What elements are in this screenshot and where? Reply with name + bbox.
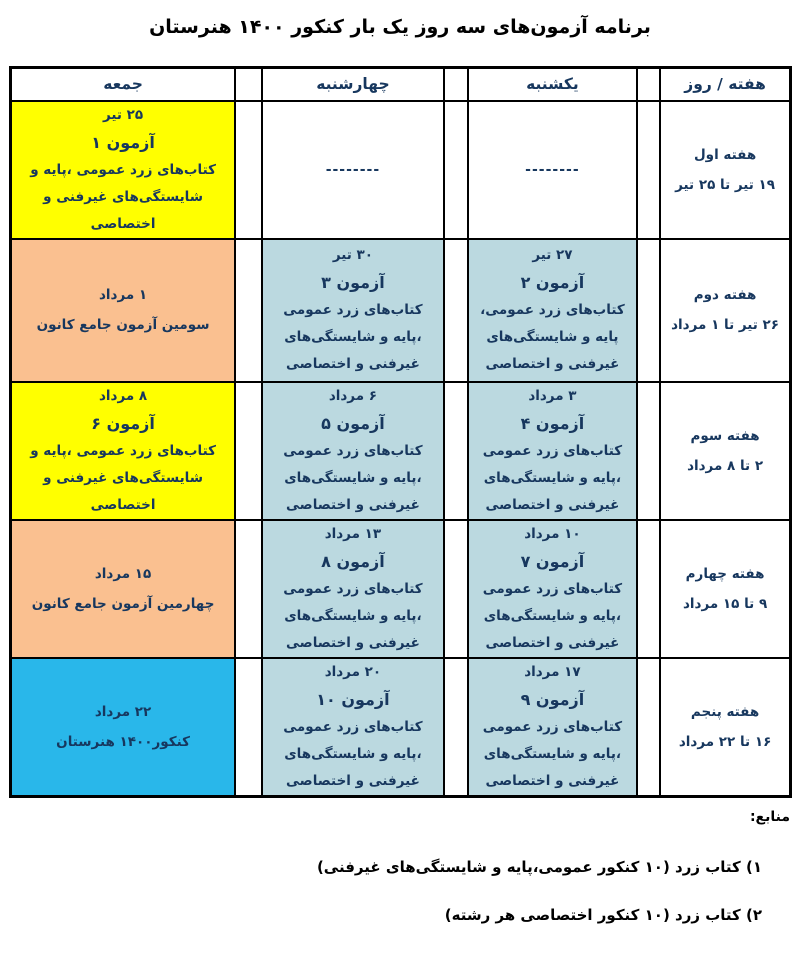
week4-friday-cell: [11, 520, 236, 658]
spacer-cell: [444, 101, 468, 239]
exam-date: ۳۰ تیر: [332, 247, 374, 263]
week2-wednesday-cell: [262, 239, 443, 382]
source-item-1: ۱) کتاب زرد (۱۰ کنکور عمومی،پایه و شایستگی‌های غیرفنی): [316, 858, 762, 876]
exam-desc: کتاب‌های زرد عمومی ،پایه و شایستگی‌های غیرفنی و اختصاصی: [30, 442, 216, 513]
week2-row: [11, 239, 791, 382]
exam-date: ۳ مرداد: [528, 387, 577, 404]
spacer-cell: [637, 101, 660, 239]
exam-desc: کتاب‌های زرد عمومی ،پایه و شایستگی‌های غیرفنی و اختصاصی: [482, 442, 623, 513]
week5-row: [11, 658, 791, 797]
week-range: ۲ تا ۸ مرداد: [687, 457, 764, 474]
no-exam-placeholder: --------: [525, 161, 580, 178]
spacer-cell: [637, 239, 660, 382]
exam-date: ۱ مرداد: [98, 287, 148, 303]
exam-title: آزمون ۱۰: [316, 689, 390, 709]
header-spacer: [235, 68, 262, 101]
week3-row: [11, 382, 791, 520]
exam-date: ۱۷ مرداد: [524, 663, 581, 680]
exam-name: کنکور۱۴۰۰ هنرستان: [56, 733, 190, 750]
exam-date: ۱۰ مرداد: [524, 525, 581, 542]
week4-label-cell: [660, 520, 790, 658]
week2-friday-cell: [11, 239, 236, 382]
exam-date: ۲۲ مرداد: [94, 703, 152, 720]
exam-title: آزمون ۵: [321, 413, 385, 433]
exam-date: ۲۷ تیر: [532, 247, 573, 263]
no-exam-placeholder: --------: [325, 161, 381, 178]
spacer-cell: [235, 101, 262, 239]
exam-date: ۱۵ مرداد: [94, 565, 152, 582]
exam-title: آزمون ۹: [520, 689, 585, 709]
header-sunday: یکشنبه: [468, 68, 637, 101]
week4-sunday-cell: [468, 520, 637, 658]
week3-sunday-cell: [468, 382, 637, 520]
week1-friday-cell: [11, 101, 236, 239]
header-spacer: [637, 68, 660, 101]
week1-row: [11, 101, 791, 239]
week2-label-cell: [660, 239, 790, 382]
exam-title: آزمون ۳: [321, 273, 385, 292]
spacer-cell: [235, 520, 262, 658]
week2-sunday-cell: [468, 239, 637, 382]
exam-desc: کتاب‌های زرد عمومی ،پایه و شایستگی‌های غیرفنی و اختصاصی: [283, 302, 423, 372]
week-label: هفته دوم: [693, 287, 757, 303]
week4-row: [11, 520, 791, 658]
exam-desc: کتاب‌های زرد عمومی ،پایه و شایستگی‌های غیرفنی و اختصاصی: [283, 718, 423, 789]
week5-label-cell: [660, 658, 790, 797]
week1-label-cell: [660, 101, 790, 239]
exam-desc: کتاب‌های زرد عمومی ،پایه و شایستگی‌های غیرفنی و اختصاصی: [283, 580, 423, 651]
spacer-cell: [235, 239, 262, 382]
exam-title: آزمون ۲: [520, 273, 585, 292]
exam-date: ۲۰ مرداد: [324, 663, 382, 680]
exam-title: آزمون ۷: [520, 551, 585, 571]
week5-wednesday-cell: [262, 658, 443, 797]
header-wednesday: چهارشنبه: [262, 68, 443, 101]
week-label: هفته سوم: [690, 427, 760, 444]
week3-wednesday-cell: [262, 382, 443, 520]
sources-label: منابع:: [749, 809, 790, 825]
exam-date: ۶ مرداد: [328, 387, 378, 404]
spacer-cell: [637, 382, 660, 520]
spacer-cell: [637, 520, 660, 658]
week-range: ۲۶ تیر تا ۱ مرداد: [671, 317, 780, 333]
week1-sunday-cell: [468, 101, 637, 239]
exam-title: آزمون ۴: [520, 413, 585, 433]
header-row: [11, 68, 791, 101]
page-title: برنامه آزمون‌های سه روز یک بار کنکور ۱۴۰۰ هنرستان: [149, 16, 651, 38]
spacer-cell: [235, 382, 262, 520]
week-range: ۹ تا ۱۵ مرداد: [682, 595, 768, 612]
exam-name: چهارمین آزمون جامع کانون: [31, 595, 215, 612]
exam-desc: کتاب‌های زرد عمومی، پایه و شایستگی‌های غیرفنی و اختصاصی: [480, 302, 625, 372]
exam-desc: کتاب‌های زرد عمومی ،پایه و شایستگی‌های غیرفنی و اختصاصی: [482, 580, 623, 651]
week5-sunday-cell: [468, 658, 637, 797]
week5-friday-cell: [11, 658, 236, 797]
week-label: هفته پنجم: [690, 703, 760, 720]
spacer-cell: [637, 658, 660, 797]
exam-name: سومین آزمون جامع کانون: [36, 317, 210, 333]
header-friday: جمعه: [11, 68, 236, 101]
exam-title: آزمون ۶: [91, 413, 155, 433]
exam-title: آزمون ۱: [91, 132, 155, 152]
week3-label-cell: [660, 382, 790, 520]
exam-schedule-table: [9, 66, 792, 798]
week-range: ۱۶ تا ۲۲ مرداد: [678, 733, 772, 750]
spacer-cell: [444, 239, 468, 382]
week4-wednesday-cell: [262, 520, 443, 658]
spacer-cell: [444, 658, 468, 797]
source-item-2: ۲) کتاب زرد (۱۰ کنکور اختصاصی هر رشته): [444, 906, 762, 924]
spacer-cell: [444, 520, 468, 658]
week-range: ۱۹ تیر تا ۲۵ تیر: [675, 176, 776, 193]
exam-date: ۱۳ مرداد: [324, 525, 382, 542]
exam-title: آزمون ۸: [321, 551, 385, 571]
sources-footer: [0, 806, 800, 924]
exam-desc: کتاب‌های زرد عمومی ،پایه و شایستگی‌های غیرفنی و اختصاصی: [283, 442, 423, 513]
header-week-day: هفته / روز: [660, 68, 790, 101]
week-label: هفته چهارم: [685, 565, 765, 582]
exam-desc: کتاب‌های زرد عمومی ،پایه و شایستگی‌های غیرفنی و اختصاصی: [482, 718, 623, 789]
exam-date: ۲۵ تیر: [102, 106, 144, 123]
week1-wednesday-cell: [262, 101, 443, 239]
exam-desc: کتاب‌های زرد عمومی ،پایه و شایستگی‌های غیرفنی و اختصاصی: [30, 161, 216, 232]
spacer-cell: [444, 382, 468, 520]
spacer-cell: [235, 658, 262, 797]
header-spacer: [444, 68, 468, 101]
week3-friday-cell: [11, 382, 236, 520]
week-label: هفته اول: [693, 146, 757, 163]
exam-date: ۸ مرداد: [98, 387, 148, 404]
